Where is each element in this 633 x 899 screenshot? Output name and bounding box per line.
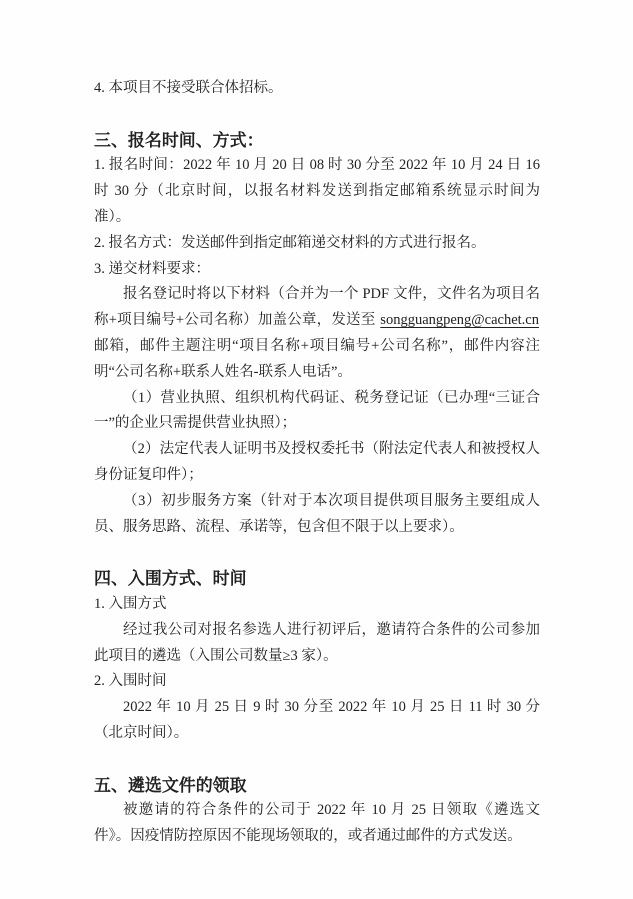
sec4-shortlist-time-title: 2. 入围时间 xyxy=(94,673,167,690)
sec5-collection-body: 被邀请的符合条件的公司于 2022 年 10 月 25 日领取《遴选文件》。因疫情防控原因不能现场领取的，或者通过邮件的方式发送。 xyxy=(94,802,540,845)
sec4-shortlist-time-body: 2022 年 10 月 25 日 9 时 30 分至 2022 年 10 月 25 日 11 时 30 分（北京时间）。 xyxy=(94,699,540,741)
clause-no-consortium: 4. 本项目不接受联合体招标。 xyxy=(94,80,283,96)
sec3-requirement-3: （3）初步服务方案（针对于本次项目提供项目服务主要组成人员、服务思路、流程、承诺等，包含但不限于以上要求）。 xyxy=(94,492,540,535)
sec3-submission-instructions xyxy=(94,282,540,385)
sec3-registration-time: 1. 报名时间：2022 年 10 月 20 日 08 时 30 分至 2022 年 10 月 24 日 16 时 30 分（北京时间，以报名材料发送到指定邮箱系统显示时间为准）。 xyxy=(94,157,540,225)
submission-text-after-email: 邮箱，邮件主题注明“项目名称+项目编号+公司名称”，邮件内容注明“公司名称+联系人姓名-联系人电话”。 xyxy=(94,337,540,380)
sec3-requirement-2: （2）法定代表人证明书及授权委托书（附法定代表人和被授权人身份证复印件）； xyxy=(94,441,540,483)
section3-heading: 三、报名时间、方式： xyxy=(94,130,264,150)
section4-heading: 四、入围方式、时间 xyxy=(94,569,247,589)
section5-heading: 五、遴选文件的领取 xyxy=(94,775,247,795)
sec3-requirement-1: （1）营业执照、组织机构代码证、税务登记证（已办理“三证合一”的企业只需提供营业执照）； xyxy=(94,389,540,432)
sec4-shortlist-method-title: 1. 入围方式 xyxy=(94,595,167,612)
sec4-shortlist-method-body: 经过我公司对报名参选人进行初评后，邀请符合条件的公司参加此项目的遴选（入围公司数量≥3 家）。 xyxy=(94,621,540,664)
sec3-registration-method: 2. 报名方式：发送邮件到指定邮箱递交材料的方式进行报名。 xyxy=(94,234,486,251)
sec3-material-requirements-title: 3. 递交材料要求： xyxy=(94,260,210,277)
submission-email: songguangpeng@cachet.cn xyxy=(380,312,539,329)
submission-text-before-email: 报名登记时将以下材料（合并为一个 PDF 文件，文件名为项目名称+项目编号+公司名称）加盖公章，发送至 xyxy=(94,286,540,329)
